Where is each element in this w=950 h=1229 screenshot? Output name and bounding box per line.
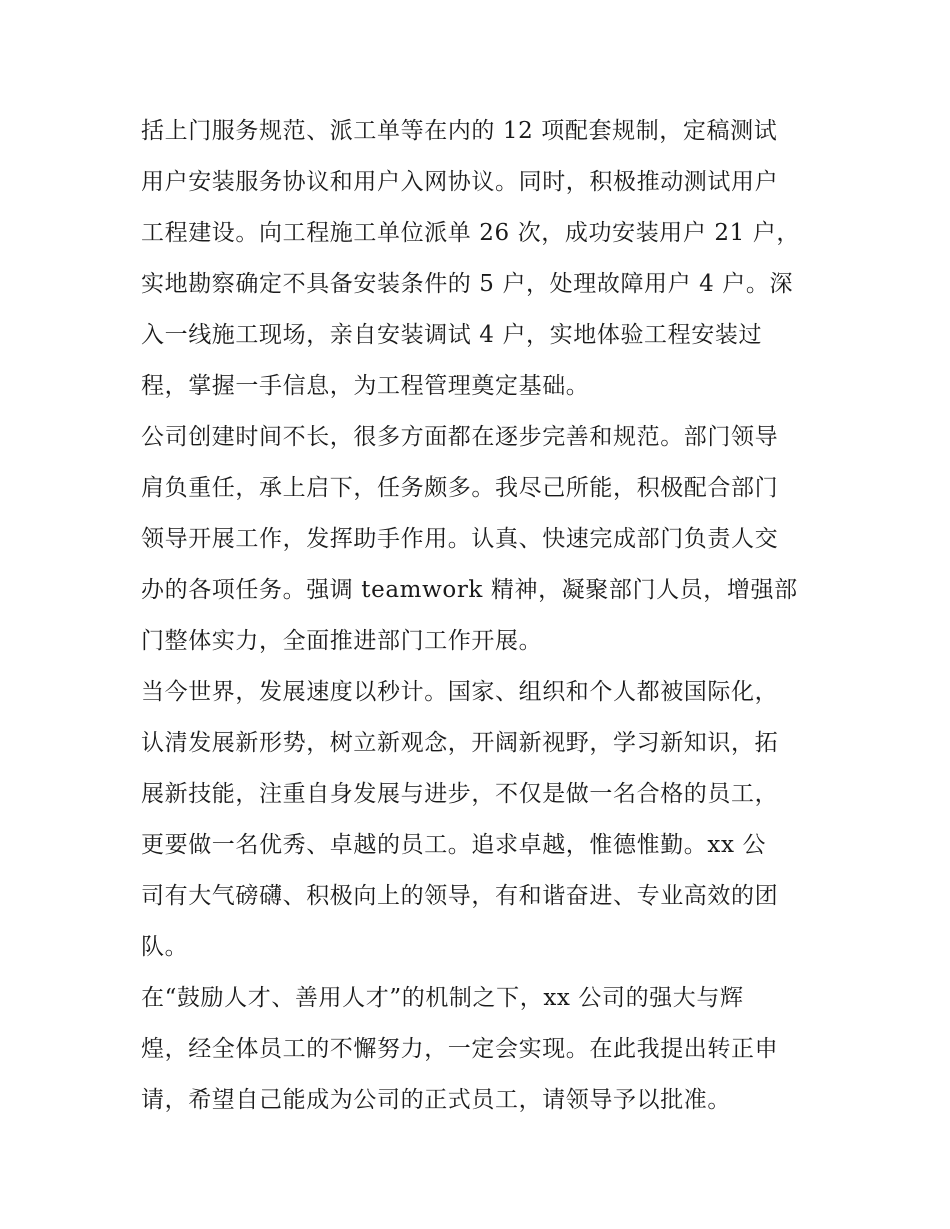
- paragraph-assisting-leadership: [141, 412, 816, 667]
- text-line: 肩负重任，承上启下，任务颇多。我尽己所能，积极配合部门: [141, 475, 779, 501]
- text-line: 工程建设。向工程施工单位派单 26 次，成功安装用户 21 户，: [141, 220, 800, 246]
- text-line: 领导开展工作，发挥助手作用。认真、快速完成部门负责人交: [141, 526, 779, 552]
- text-line: 请，希望自己能成为公司的正式员工，请领导予以批准。: [141, 1087, 731, 1113]
- text-line: 司有大气磅礴、积极向上的领导，有和谐奋进、专业高效的团: [141, 883, 779, 909]
- text-line: 公司创建时间不长，很多方面都在逐步完善和规范。部门领导: [141, 424, 779, 450]
- text-line: 当今世界，发展速度以秒计。国家、组织和个人都被国际化，: [141, 679, 779, 705]
- text-line: 入一线施工现场，亲自安装调试 4 户，实地体验工程安装过: [141, 322, 763, 348]
- paragraph-work-achievements: [141, 106, 816, 412]
- paragraph-self-development: [141, 667, 816, 973]
- text-line: 队。: [141, 934, 189, 960]
- text-line: 用户安装服务协议和用户入网协议。同时，积极推动测试用户: [141, 169, 779, 195]
- text-line: 程，掌握一手信息，为工程管理奠定基础。: [141, 373, 590, 399]
- text-line: 办的各项任务。强调 teamwork 精神，凝聚部门人员，增强部: [141, 577, 798, 603]
- text-line: 展新技能，注重自身发展与进步，不仅是做一名合格的员工，: [141, 781, 779, 807]
- paragraph-application-request: [141, 973, 816, 1126]
- text-line: 括上门服务规范、派工单等在内的 12 项配套规制，定稿测试: [141, 118, 778, 144]
- document-body: [141, 106, 816, 1126]
- text-line: 认清发展新形势，树立新观念，开阔新视野，学习新知识，拓: [141, 730, 779, 756]
- text-line: 煌，经全体员工的不懈努力，一定会实现。在此我提出转正申: [141, 1036, 779, 1062]
- text-line: 实地勘察确定不具备安装条件的 5 户，处理故障用户 4 户。深: [141, 271, 794, 297]
- text-line: 在“鼓励人才、善用人才”的机制之下，xx 公司的强大与辉: [141, 985, 744, 1011]
- text-line: 门整体实力，全面推进部门工作开展。: [141, 628, 543, 654]
- text-line: 更要做一名优秀、卓越的员工。追求卓越，惟德惟勤。xx 公: [141, 832, 767, 858]
